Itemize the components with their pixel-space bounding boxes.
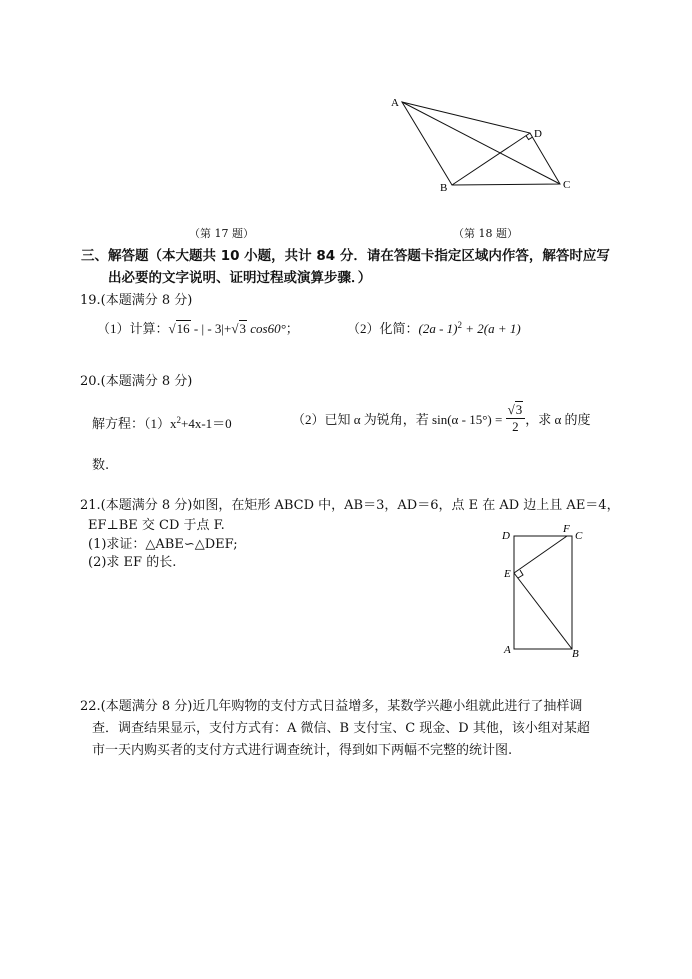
q20-part1-rest: +4x-1＝0 [181,416,232,431]
sqrt-symbol: √ [168,321,176,336]
q20-part2-end: ，求 α 的度 [525,412,591,427]
q19-part2-label: （2）化简： [347,321,419,336]
q20-frac-numerator: 3 [515,402,523,417]
q19-radicand-1: 16 [176,321,190,336]
q21-line1: 21.(本题满分 8 分)如图，在矩形 ABCD 中，AB＝3，AD＝6，点 E 在 AD 边上且 AE＝4， [80,498,620,513]
q19-part1-end: ； [285,321,299,336]
diagonal-bd [452,133,530,185]
section-3-heading: 三、解答题（本大题共 10 小题，共计 84 分．请在答题卡指定区域内作答，解答时应写 [81,248,610,264]
q20-header: 20.(本题满分 8 分) [80,374,193,389]
q20-frac-denominator: 2 [512,419,519,434]
q20-exponent: 2 [176,415,182,425]
label-a: A [504,644,511,656]
q22-line3: 市一天内购买者的支付方式进行调查统计，得到如下两幅不完整的统计图. [92,743,513,758]
section-3-heading-cont: 出必要的文字说明、证明过程或演算步骤．） [108,270,372,286]
label-d: D [534,128,542,140]
label-d: D [502,530,510,542]
q19-part2 [347,318,521,337]
q19-radicand-2: 3 [239,321,246,336]
q20-part2-cont: 数. [92,458,110,473]
figure-q21 [498,520,588,662]
q19-part1-label: （1）计算： [97,321,169,336]
q19-expr-a: (2a - 1) [418,321,458,336]
q21-line2: EF⊥BE 交 CD 于点 F. [88,518,225,533]
label-f: F [563,523,570,535]
label-a: A [391,97,399,109]
label-c: C [575,530,583,542]
figure-q18 [380,90,580,200]
label-e: E [504,568,511,580]
q19-part1 [97,318,299,337]
q20-part1 [92,413,232,432]
label-c: C [563,179,571,191]
sqrt-symbol: √ [231,321,239,336]
segment-be [514,573,572,649]
q19-exponent: 2 [457,320,463,330]
q19-expr-b: + 2(a + 1) [462,321,521,336]
q19-part1-mid: - | - 3|+ [190,321,232,336]
q19-cos: cos60° [247,321,286,336]
q20-fraction [506,402,526,435]
q22-line2: 查．调查结果显示，支付方式有：A 微信、B 支付宝、C 现金、D 其他，该小组对某超 [92,721,590,736]
q21-line3: (1)求证：△ABE∽△DEF; [88,537,238,552]
sqrt-symbol: √ [507,402,515,417]
right-angle-mark [518,570,523,578]
caption-q17: （第 17 题） [189,227,254,240]
q19-header: 19.(本题满分 8 分) [80,293,193,308]
label-b: B [440,182,448,194]
segment-ef [514,536,567,573]
q20-part2 [292,402,591,435]
q20-part2-label: （2）已知 α 为锐角，若 sin(α - 15°) = [292,412,503,427]
label-b: B [572,648,579,660]
q20-part1-label: 解方程：（1）x [92,416,177,431]
caption-q18: （第 18 题） [453,227,518,240]
q22-line1: 22.(本题满分 8 分)近几年购物的支付方式日益增多，某数学兴趣小组就此进行了抽样调 [80,699,583,714]
q21-line4: (2)求 EF 的长. [88,555,177,570]
